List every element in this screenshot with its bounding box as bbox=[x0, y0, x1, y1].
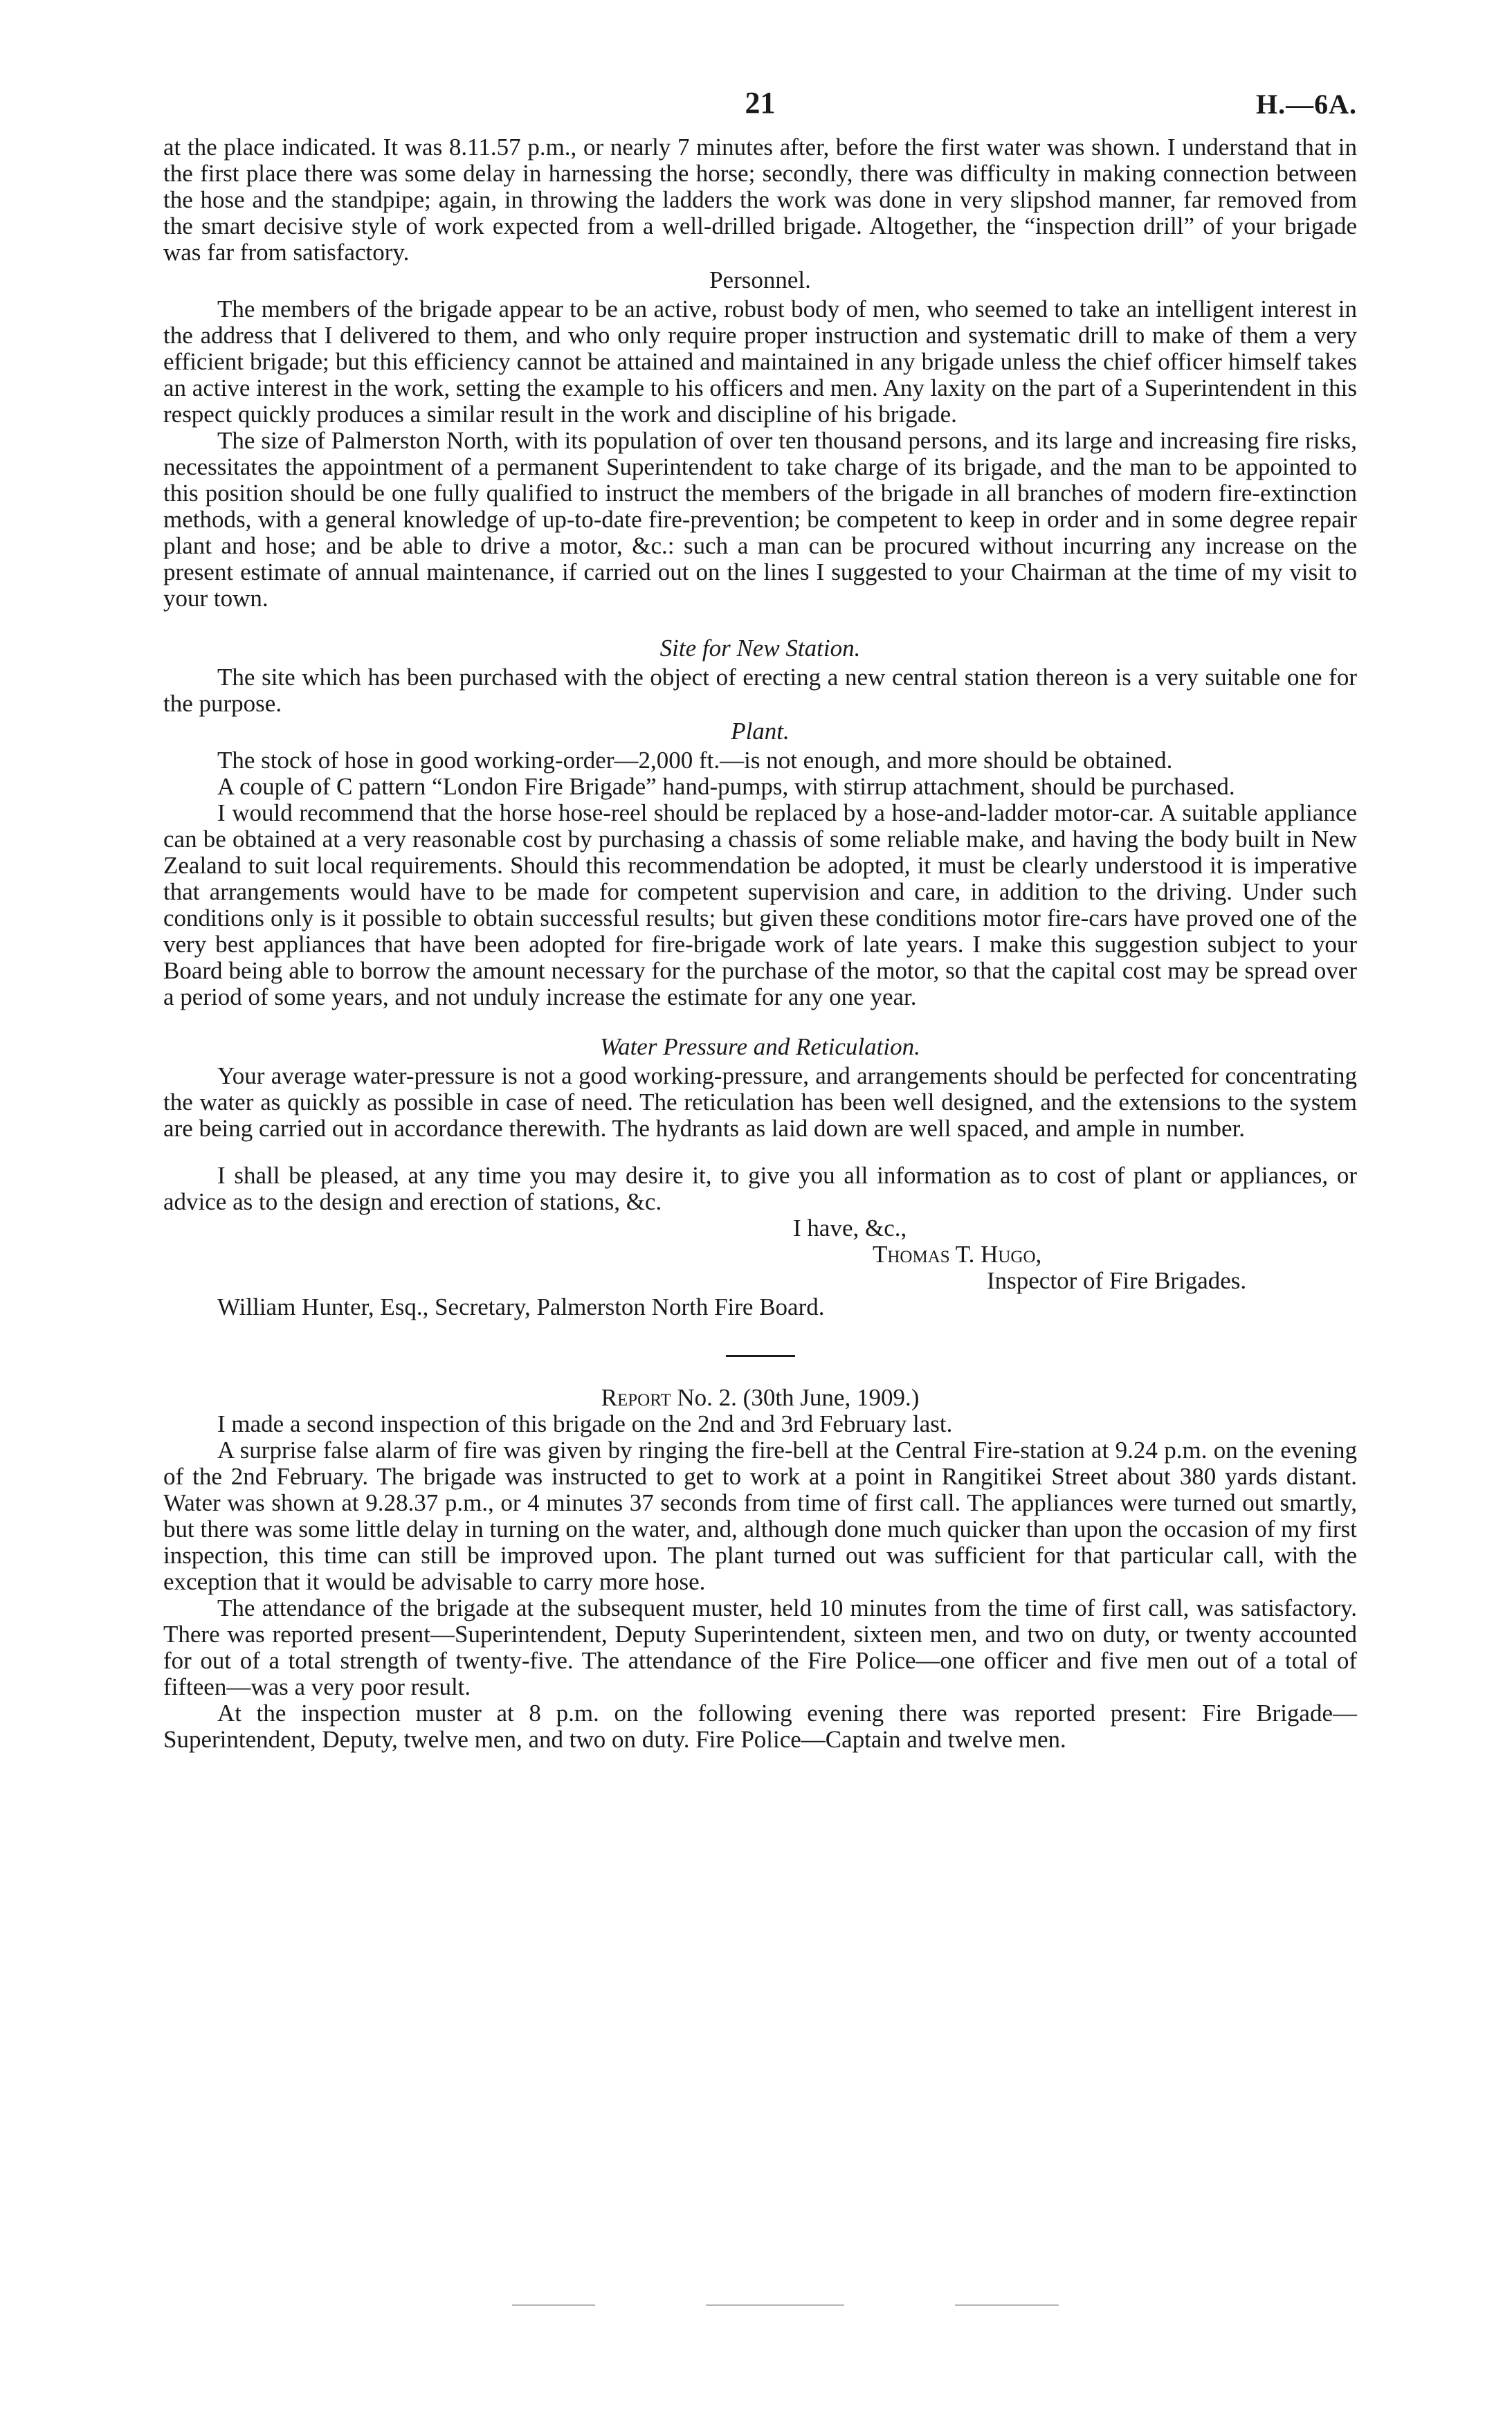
water-heading: Water Pressure and Reticulation. bbox=[600, 1033, 920, 1060]
salutation: I have, &c., bbox=[793, 1214, 907, 1241]
report-paragraph: At the inspection muster at 8 p.m. on the following evening there was reported present: Fire Brigade—Superintendent, Deputy, twelve men, and two on duty. Fire Police—Captain and twelve men. bbox=[163, 1700, 1357, 1753]
print-smudge bbox=[706, 2304, 844, 2306]
page-number: 21 bbox=[745, 86, 776, 120]
document-page bbox=[163, 86, 1357, 1753]
personnel-paragraph: The size of Palmerston North, with its population of over ten thousand persons, and its large and increasing fire risks, necessitates the appointment of a permanent Superintendent to take charge of its brigade, and the man to be appointed to this position should be one fully qualified to instruct the members of the brigade in all branches of modern fire-extinction methods, with a general knowledge of up-to-date fire-prevention; be competent to keep in order and in some degree repair plant and hose; and be able to drive a motor, &c.: such a man can be procured without incurring any increase on the present estimate of annual maintenance, if carried out on the lines I suggested to your Chairman at the time of my visit to your town. bbox=[163, 427, 1357, 612]
site-paragraph: The site which has been purchased with the object of erecting a new central station thereon is a very suitable one for the purpose. bbox=[163, 664, 1357, 717]
intro-paragraph: at the place indicated. It was 8.11.57 p.m., or nearly 7 minutes after, before the first water was shown. I understand that in the first place there was some delay in harnessing the horse; secondly, there was difficulty in making connection between the hose and the standpipe; again, in throwing the ladders the work was done in very slipshod manner, far removed from the smart decisive style of work expected from a well-drilled brigade. Altogether, the “inspection drill” of your brigade was far from satisfactory. bbox=[163, 134, 1357, 266]
plant-paragraph: I would recommend that the horse hose-reel should be replaced by a hose-and-ladder motor-car. A suitable appliance can be obtained at a very reasonable cost by purchasing a chassis of some reliable make, and having the body built in New Zealand to suit local requirements. Should this recommendation be adopted, it must be clearly understood it is imperative that arrangements would have to be made for competent supervision and care, in addition to the driving. Under such conditions only is it possible to obtain successful results; but given these conditions motor fire-cars have proved one of the very best appliances that have been adopted for fire-brigade work of late years. I make this suggestion subject to your Board being able to borrow the amount necessary for the purchase of the motor, so that the capital cost may be spread over a period of some years, and not unduly increase the estimate for any one year. bbox=[163, 799, 1357, 1010]
report-title bbox=[163, 1385, 1357, 1411]
personnel-paragraph: The members of the brigade appear to be an active, robust body of men, who seemed to take an intelligent interest in the address that I delivered to them, and who only require proper instruction and systematic drill to make of them a very efficient brigade; but this efficiency cannot be attained and maintained in any brigade unless the chief officer himself takes an active interest in the work, setting the example to his officers and men. Any laxity on the part of a Superintendent in this respect quickly produces a similar result in the work and discipline of his brigade. bbox=[163, 295, 1357, 428]
report-paragraph: The attendance of the brigade at the subsequent muster, held 10 minutes from the time of first call, was satisfactory. There was reported present—Superintendent, Deputy Superintendent, sixteen men, and two on duty, or twenty accounted for out of a total strength of twenty-five. The attendance of the Fire Police—one officer and five men out of a total of fifteen—was a very poor result. bbox=[163, 1594, 1357, 1700]
spacer bbox=[163, 1142, 1357, 1163]
water-paragraph: Your average water-pressure is not a good working-pressure, and arrangements should be perfected for concentrating the water as quickly as possible in case of need. The reticulation has been well designed, and the extensions to the system are being carried out in accordance therewith. The hydrants as laid down are well spaced, and ample in number. bbox=[163, 1062, 1357, 1142]
document-code: H.—6A. bbox=[1256, 89, 1357, 120]
site-heading: Site for New Station. bbox=[659, 635, 861, 662]
plant-paragraph: A couple of C pattern “London Fire Brigade” hand-pumps, with stirrup attachment, should be purchased. bbox=[217, 773, 1235, 800]
report-title-rest: No. 2. (30th June, 1909.) bbox=[677, 1384, 920, 1411]
print-smudge bbox=[955, 2304, 1059, 2306]
report-title-label: Report bbox=[601, 1384, 671, 1411]
report-paragraph: A surprise false alarm of fire was given by ringing the fire-bell at the Central Fire-station at 9.24 p.m. on the evening of the 2nd February. The brigade was instructed to get to work at a point in Rangitikei Street about 380 yards distant. Water was shown at 9.28.37 p.m., or 4 minutes 37 seconds from time of first call. The appliances were turned out smartly, but there was some little delay in turning on the water, and, although done much quicker than upon the occasion of my first inspection, this time can still be improved upon. The plant turned out was sufficient for that particular call, with the exception that it would be advisable to carry more hose. bbox=[163, 1437, 1357, 1595]
closing-paragraph: I shall be pleased, at any time you may desire it, to give you all information as to cost of plant or appliances, or advice as to the design and erection of stations, &c. bbox=[163, 1162, 1357, 1215]
section-divider bbox=[726, 1355, 795, 1357]
personnel-heading: Personnel. bbox=[709, 266, 811, 293]
plant-paragraph: The stock of hose in good working-order—2,000 ft.—is not enough, and more should be obtained. bbox=[217, 747, 1173, 774]
plant-heading: Plant. bbox=[731, 718, 790, 745]
report-paragraph: I made a second inspection of this brigade on the 2nd and 3rd February last. bbox=[217, 1410, 953, 1437]
print-smudge bbox=[512, 2304, 595, 2306]
signature-title: Inspector of Fire Brigades. bbox=[987, 1267, 1247, 1294]
addressee: William Hunter, Esq., Secretary, Palmerston North Fire Board. bbox=[217, 1293, 825, 1320]
signature: Thomas T. Hugo, bbox=[873, 1241, 1042, 1268]
page-header bbox=[163, 86, 1357, 134]
